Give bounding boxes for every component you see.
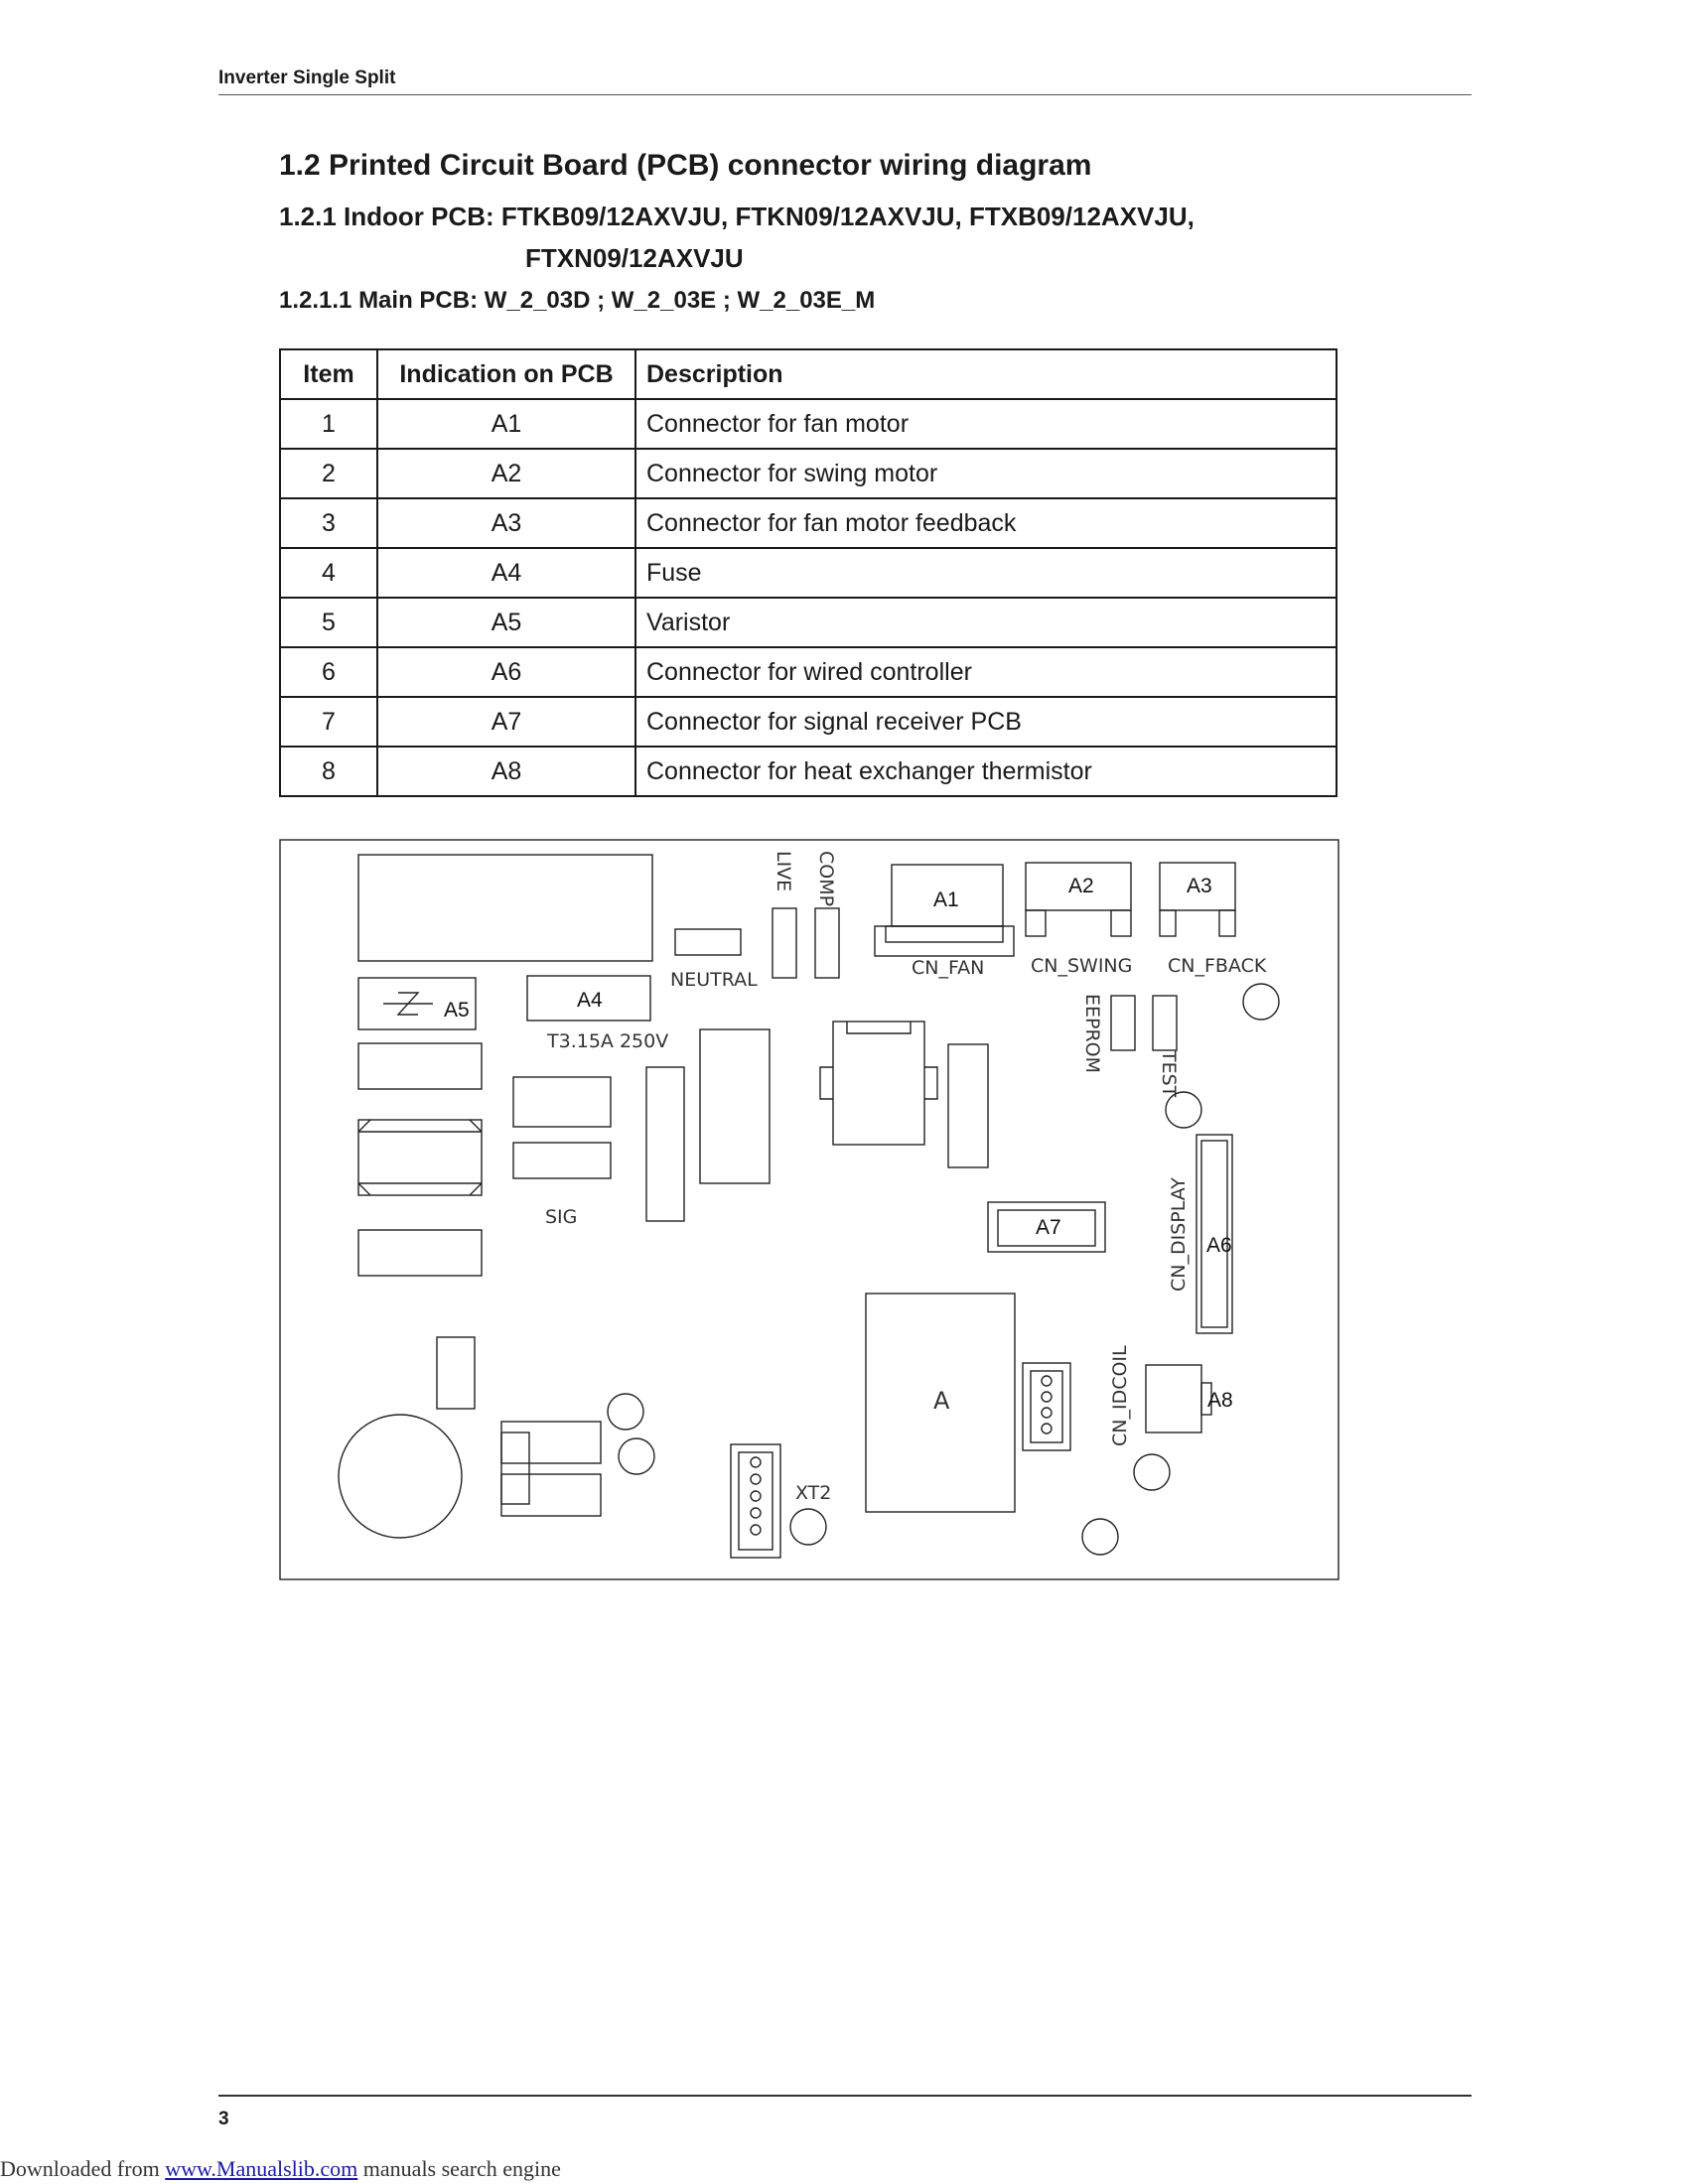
- pcb-label-live: LIVE: [773, 851, 794, 892]
- section-title: 1.2 Printed Circuit Board (PCB) connector wiring diagram: [279, 149, 1092, 182]
- header-indication: Indication on PCB: [377, 349, 635, 399]
- header-item: Item: [280, 349, 377, 399]
- callout-a2: A2: [1068, 875, 1094, 897]
- callout-a1: A1: [933, 888, 959, 911]
- pcb-label-fuse-rating: T3.15A 250V: [547, 1030, 669, 1052]
- subsection-title-line1: 1.2.1 Indoor PCB: FTKB09/12AXVJU, FTKN09/12AXVJU, FTXB09/12AXVJU,: [279, 202, 1195, 231]
- subsection-title-line2: FTXN09/12AXVJU: [525, 243, 744, 273]
- running-header: Inverter Single Split: [218, 68, 396, 88]
- cell-item: 7: [280, 697, 377, 747]
- callout-a7: A7: [1036, 1216, 1061, 1239]
- cell-description: Connector for fan motor feedback: [635, 498, 1336, 548]
- cell-description: Varistor: [635, 598, 1336, 647]
- table-row: [280, 399, 1336, 449]
- callout-a6: A6: [1206, 1234, 1232, 1257]
- pcb-label-sig: SIG: [545, 1206, 578, 1228]
- table-row: [280, 598, 1336, 647]
- download-note: [0, 2156, 561, 2182]
- callout-a5: A5: [444, 999, 470, 1022]
- pcb-label-cn-swing: CN_SWING: [1031, 955, 1133, 977]
- download-suffix: manuals search engine: [357, 2156, 561, 2181]
- pcb-label-neutral: NEUTRAL: [670, 969, 758, 991]
- cell-item: 8: [280, 747, 377, 796]
- footer-rule: [218, 2095, 1472, 2097]
- cell-item: 6: [280, 647, 377, 697]
- cell-indication: A3: [377, 498, 635, 548]
- header-rule: [218, 94, 1472, 95]
- callout-a4: A4: [577, 989, 603, 1012]
- cell-description: Connector for wired controller: [635, 647, 1336, 697]
- cell-description: Connector for heat exchanger thermistor: [635, 747, 1336, 796]
- pcb-label-chip: A: [933, 1387, 950, 1415]
- pcb-label-test: TEST: [1158, 1050, 1180, 1098]
- download-prefix: Downloaded from: [0, 2156, 166, 2181]
- connector-table: [279, 348, 1337, 797]
- cell-item: 5: [280, 598, 377, 647]
- cell-item: 2: [280, 449, 377, 498]
- callout-a8: A8: [1207, 1389, 1233, 1412]
- pcb-label-eeprom: EEPROM: [1081, 994, 1103, 1074]
- cell-indication: A5: [377, 598, 635, 647]
- cell-description: Connector for signal receiver PCB: [635, 697, 1336, 747]
- pcb-label-cn-fan: CN_FAN: [912, 957, 985, 979]
- table-row: [280, 498, 1336, 548]
- pcb-label-cn-display: CN_DISPLAY: [1168, 1177, 1190, 1292]
- cell-description: Connector for fan motor: [635, 399, 1336, 449]
- cell-item: 4: [280, 548, 377, 598]
- cell-item: 1: [280, 399, 377, 449]
- subsubsection-title: 1.2.1.1 Main PCB: W_2_03D ; W_2_03E ; W_2_03E_M: [279, 287, 876, 314]
- table-header-row: [280, 349, 1336, 399]
- pcb-label-xt2: XT2: [795, 1482, 832, 1504]
- cell-indication: A8: [377, 747, 635, 796]
- cell-indication: A4: [377, 548, 635, 598]
- table-row: [280, 548, 1336, 598]
- cell-indication: A1: [377, 399, 635, 449]
- cell-item: 3: [280, 498, 377, 548]
- pcb-diagram: [279, 839, 1339, 1580]
- manualslib-link[interactable]: www.Manualslib.com: [165, 2156, 358, 2181]
- cell-description: Connector for swing motor: [635, 449, 1336, 498]
- page-number: 3: [218, 2109, 229, 2129]
- table-row: [280, 647, 1336, 697]
- pcb-label-cn-idcoil: CN_IDCOIL: [1109, 1345, 1131, 1446]
- cell-indication: A6: [377, 647, 635, 697]
- table-row: [280, 747, 1336, 796]
- pcb-label-cn-fback: CN_FBACK: [1168, 955, 1267, 977]
- table-row: [280, 449, 1336, 498]
- cell-indication: A2: [377, 449, 635, 498]
- header-description: Description: [635, 349, 1336, 399]
- cell-description: Fuse: [635, 548, 1336, 598]
- table-row: [280, 697, 1336, 747]
- subsection-title: [279, 196, 1195, 279]
- callout-a3: A3: [1187, 875, 1212, 897]
- pcb-label-comp: COMP: [815, 851, 837, 907]
- cell-indication: A7: [377, 697, 635, 747]
